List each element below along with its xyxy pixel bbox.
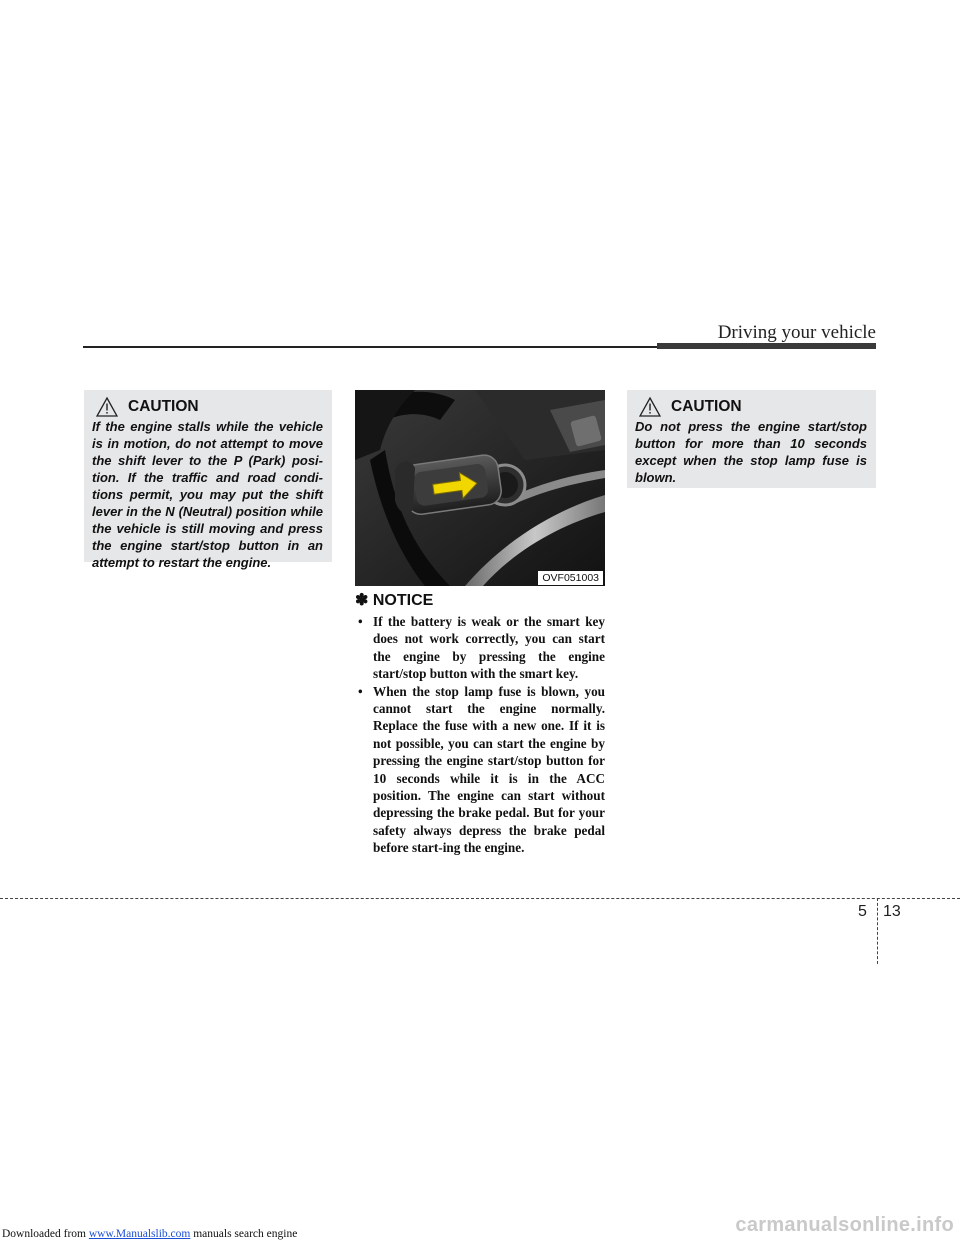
caution-header	[96, 396, 332, 418]
caution-box-right	[627, 390, 876, 488]
warning-triangle-icon	[639, 397, 661, 417]
caution-header	[639, 396, 876, 418]
notice-list	[355, 613, 605, 857]
chapter-number: 5	[858, 903, 867, 920]
notice-item: • If the battery is weak or the smart key does not work correctly, you can start the engine by pressing the engine start/stop button with the smart key.	[355, 613, 605, 683]
caution-title: CAUTION	[671, 398, 742, 415]
page-number: 13	[883, 903, 901, 920]
page-number-divider	[877, 898, 878, 964]
download-credit-suffix: manuals search engine	[190, 1228, 298, 1240]
caution-title: CAUTION	[128, 398, 199, 415]
section-title: Driving your vehicle	[717, 322, 876, 343]
header-rule-accent	[657, 343, 876, 349]
download-credit-prefix: Downloaded from	[2, 1228, 89, 1240]
smart-key-photo	[355, 390, 605, 586]
warning-triangle-icon	[96, 397, 118, 417]
manualslib-link[interactable]: www.Manualslib.com	[88, 1228, 191, 1240]
figure-label: OVF051003	[538, 571, 603, 585]
caution-text: Do not press the engine start/stop button for more than 10 seconds except when the stop lamp fuse is blown.	[635, 419, 867, 485]
download-credit	[2, 1228, 297, 1240]
smart-key-start-button-photo	[355, 390, 605, 586]
notice-heading: ✽ NOTICE	[355, 592, 434, 609]
notice-item: • When the stop lamp fuse is blown, you cannot start the engine normally. Replace the fuse with a new one. If it is not possible, you can start the engine by pressing the engine start/stop button for 10 seconds while it is in the ACC position. The engine can start without depressing the brake pedal. But for your safety always depress the brake pedal before start-ing the engine.	[355, 683, 605, 857]
caution-box-left	[84, 390, 332, 570]
watermark: carmanualsonline.info	[735, 1214, 954, 1236]
footer-dashed-rule	[0, 898, 960, 899]
notice-section	[355, 590, 605, 857]
caution-text: If the engine stalls while the vehicle is in motion, do not attempt to move the shift lever to the P (Park) posi-tion. If the traffic and road condi-tions permit, you may put the shift lever in the N (Neutral) position while the vehicle is still moving and press the engine start/stop button in an attempt to restart the engine.	[92, 419, 323, 570]
